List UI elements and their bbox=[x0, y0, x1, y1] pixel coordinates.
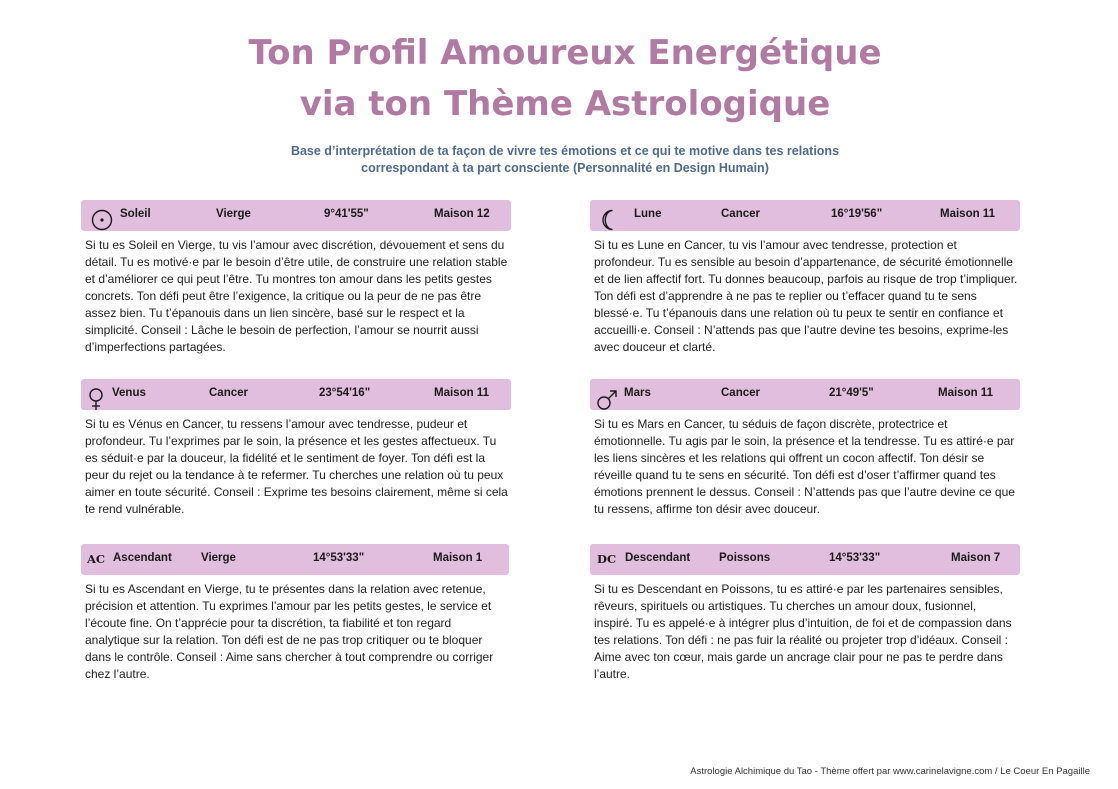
degree-value: 14°53'33" bbox=[829, 552, 881, 564]
sign-name: Vierge bbox=[201, 552, 236, 564]
degree-value: 16°19'56" bbox=[831, 208, 883, 220]
venus-icon bbox=[83, 387, 109, 411]
card-text: Si tu es Mars en Cancer, tu séduis de façon discrète, protectrice et émotionnelle. Tu agis par le soin, la présence et la tendresse. Tu es attiré·e par les liens sincères et les relations qui offrent un cocon affectif. Ton désir se réveille quand tu te sens en sécurité. Ton défi est d’oser t’affirmer quand tes émotions prennent le dessus. Conseil : N’attends pas que l’autre devine ce que tu ressens, affirme ton désir avec douceur. bbox=[594, 417, 1015, 516]
moon-icon bbox=[597, 208, 623, 232]
planet-name: Descendant bbox=[625, 552, 691, 564]
degree-value: 9°41'55" bbox=[324, 208, 369, 220]
subtitle-line-2: correspondant à ta part consciente (Personnalité en Design Humain) bbox=[361, 161, 769, 175]
sign-name: Vierge bbox=[216, 208, 251, 220]
card-header bbox=[81, 379, 511, 410]
sign-name: Cancer bbox=[209, 387, 248, 399]
planet-name: Lune bbox=[634, 208, 662, 220]
card-header bbox=[81, 200, 511, 231]
ascendant-icon: AC bbox=[87, 552, 106, 566]
card-header bbox=[590, 379, 1020, 410]
sign-name: Poissons bbox=[719, 552, 771, 564]
planet-name: Soleil bbox=[120, 208, 151, 220]
house-value: Maison 11 bbox=[434, 387, 489, 399]
card-text: Si tu es Lune en Cancer, tu vis l’amour avec tendresse, protection et profondeur. Tu es sensible au besoin d’appartenance, de sécurité émotionnelle et de lien affectif fort. Tu donnes beaucoup, parfois au risque de trop t’impliquer. Ton défi est d’apprendre à ne pas te replier ou t’effacer quand tu te sens blessé·e. Tu t’épanouis dans une relation où tu peux te sentir en confiance et accueilli·e. Conseil : N’attends pas que l’autre devine tes besoins, exprime-les avec douceur et clarté. bbox=[594, 238, 1018, 354]
page-title-line-1: Ton Profil Amoureux Energétique bbox=[248, 33, 882, 73]
descendant-icon: DC bbox=[597, 552, 617, 566]
card-text: Si tu es Soleil en Vierge, tu vis l’amour avec discrétion, dévouement et sens du détail. Tu es motivé·e par le besoin d’être utile, de construire une relation stable et d’améliorer ce qui peut l’être. Tu montres ton amour dans les petits gestes concrets. Ton défi peut être l’exigence, la critique ou la peur de ne pas être assez bien. Tu t’épanouis dans un lien sincère, basé sur le respect et la simplicité. Conseil : Lâche le besoin de perfection, l’amour se nourrit aussi d’imperfections partagées. bbox=[85, 238, 508, 354]
house-value: Maison 11 bbox=[940, 208, 995, 220]
planet-name: Mars bbox=[624, 387, 651, 399]
degree-value: 14°53'33" bbox=[313, 552, 365, 564]
card-text: Si tu es Vénus en Cancer, tu ressens l’amour avec tendresse, pudeur et profondeur. Tu l’exprimes par le soin, la présence et les gestes affectueux. Tu es séduit·e par la douceur, la fidélité et le sentiment de foyer. Ton défi est la peur du rejet ou la tendance à te refermer. Tu cherches une relation où tu peux aimer en toute sécurité. Conseil : Exprime tes besoins clairement, même si cela te rend vulnérable. bbox=[85, 417, 508, 516]
page-title-line-2: via ton Thème Astrologique bbox=[299, 84, 831, 124]
subtitle-line-1: Base d’interprétation de ta façon de vivre tes émotions et ce qui te motive dans tes relations bbox=[290, 144, 840, 158]
house-value: Maison 7 bbox=[951, 552, 1001, 564]
planet-name: Venus bbox=[112, 387, 146, 399]
card-text: Si tu es Descendant en Poissons, tu es attiré·e par les partenaires sensibles, rêveurs, spirituels ou artistiques. Tu cherches un amour doux, fusionnel, inspiré. Tu es appelé·e à intégrer plus d’intuition, de foi et de compassion dans tes relations. Ton défi : ne pas fuir la réalité ou projeter trop d’idéaux. Conseil : Aime avec ton cœur, mais garde un ancrage clair pour ne pas te perdre dans l’autre. bbox=[594, 582, 1012, 681]
footer-credit: Astrologie Alchimique du Tao - Thème offert par www.carinelavigne.com / Le Coeur En Pagaille bbox=[690, 766, 1090, 777]
planet-name: Ascendant bbox=[113, 552, 172, 564]
card-header bbox=[590, 200, 1020, 231]
sign-name: Cancer bbox=[721, 387, 760, 399]
sun-icon bbox=[89, 208, 115, 232]
card-text: Si tu es Ascendant en Vierge, tu te présentes dans la relation avec retenue, précision et attention. Tu exprimes l’amour par les petits gestes, le service et l’écoute fine. On t’apprécie pour ta discrétion, ta fiabilité et ton regard analytique sur la relation. Ton défi est de ne pas trop critiquer ou te bloquer dans le contrôle. Conseil : Aime sans chercher à tout comprendre ou corriger chez l’autre. bbox=[85, 582, 494, 681]
mars-icon bbox=[594, 387, 620, 411]
sign-name: Cancer bbox=[721, 208, 760, 220]
degree-value: 23°54'16" bbox=[319, 387, 371, 399]
degree-value: 21°49'5" bbox=[829, 387, 874, 399]
house-value: Maison 11 bbox=[938, 387, 993, 399]
card-header bbox=[590, 544, 1020, 575]
card-header bbox=[81, 544, 509, 575]
house-value: Maison 12 bbox=[434, 208, 490, 220]
house-value: Maison 1 bbox=[433, 552, 483, 564]
